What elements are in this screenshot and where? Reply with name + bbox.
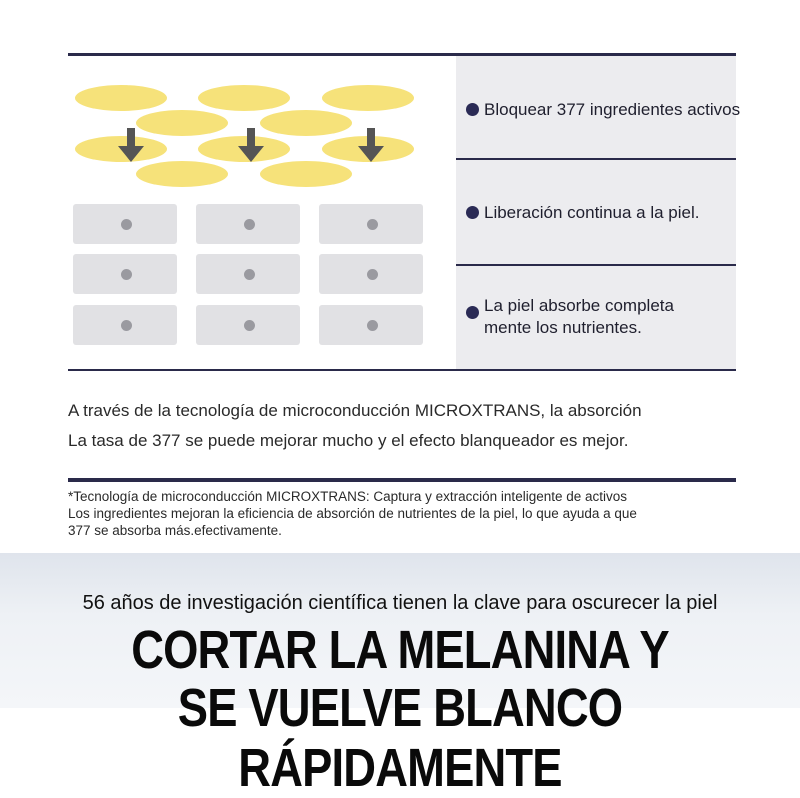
description-line: A través de la tecnología de microconducción MICROXTRANS, la absorción: [68, 401, 642, 420]
skin-cell: [319, 254, 423, 294]
ingredient-capsule: [75, 85, 167, 111]
feature-item: [466, 295, 706, 339]
bullet-icon: [466, 206, 479, 219]
feature-item: [466, 202, 699, 224]
note-divider: [68, 478, 736, 482]
ingredient-capsule: [136, 110, 228, 136]
ingredient-capsule: [198, 85, 290, 111]
footnote: [68, 488, 768, 539]
feature-divider: [456, 264, 736, 266]
section-divider: [68, 369, 736, 371]
skin-cell: [196, 254, 300, 294]
skin-cell: [319, 204, 423, 244]
feature-divider: [456, 158, 736, 160]
feature-text: Bloquear 377 ingredientes activos: [484, 100, 741, 119]
down-arrow-icon: [118, 128, 144, 162]
ingredient-capsule: [322, 85, 414, 111]
ingredient-capsule: [136, 161, 228, 187]
ingredient-capsule: [260, 110, 352, 136]
skin-cell: [73, 204, 177, 244]
ingredient-capsule: [260, 161, 352, 187]
banner-subtitle: 56 años de investigación científica tienen la clave para oscurecer la piel: [82, 592, 718, 614]
footnote-line: Los ingredientes mejoran la eficiencia de absorción de nutrientes de la piel, lo que ayuda a que: [68, 506, 637, 521]
feature-text: Liberación continua a la piel.: [484, 203, 700, 222]
skin-cell: [319, 305, 423, 345]
bullet-icon: [466, 103, 479, 116]
down-arrow-icon: [358, 128, 384, 162]
skin-cell: [196, 204, 300, 244]
skin-cell: [73, 305, 177, 345]
description: [68, 396, 642, 456]
footnote-line: 377 se absorba más.efectivamente.: [68, 523, 282, 538]
description-line: La tasa de 377 se puede mejorar mucho y el efecto blanqueador es mejor.: [68, 431, 629, 450]
skin-cell: [196, 305, 300, 345]
footnote-line: *Tecnología de microconducción MICROXTRANS: Captura y extracción inteligente de activos: [68, 489, 628, 504]
down-arrow-icon: [238, 128, 264, 162]
banner-headline: SE VUELVE BLANCO RÁPIDAMENTE: [177, 678, 623, 798]
banner-headline: CORTAR LA MELANINA Y: [131, 620, 669, 680]
skin-cell: [73, 254, 177, 294]
feature-item: [466, 99, 740, 121]
feature-text: La piel absorbe completa mente los nutrientes.: [484, 296, 674, 337]
bullet-icon: [466, 306, 479, 319]
